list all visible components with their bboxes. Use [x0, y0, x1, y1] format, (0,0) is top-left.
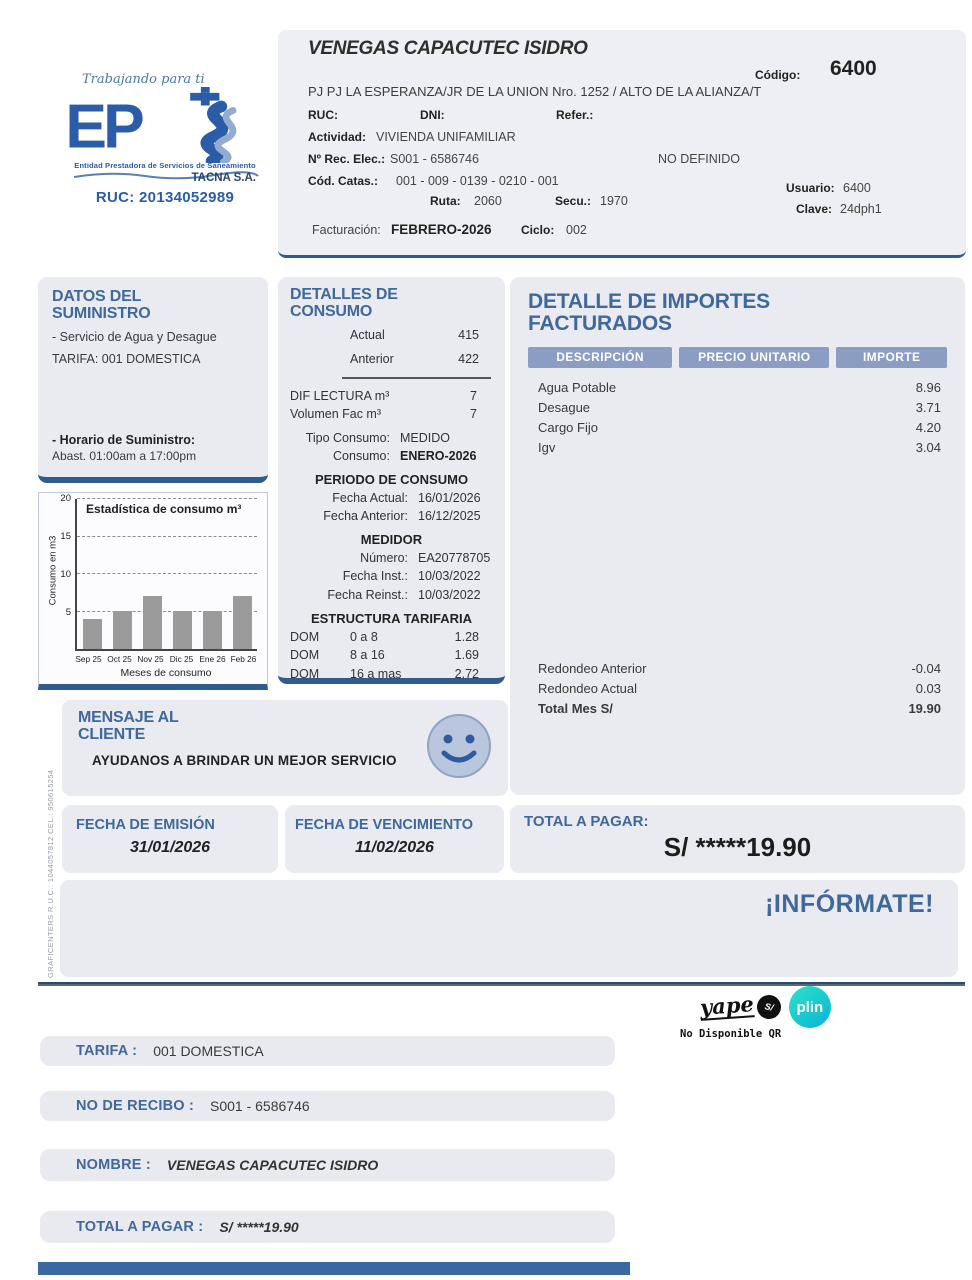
importe-row — [528, 418, 947, 438]
yape-logo — [699, 991, 781, 1020]
ruc-label: RUC: — [308, 108, 338, 122]
importes-title: DETALLE DE IMPORTES FACTURADOS — [528, 290, 770, 335]
mensaje-title: MENSAJE AL CLIENTE — [78, 709, 179, 743]
medidor-title: MEDIDOR — [360, 532, 423, 548]
detalles-consumo-section — [278, 277, 505, 684]
fecha-emision-value: 31/01/2026 — [129, 839, 211, 856]
chart-x-category: Oct 25 — [107, 654, 132, 664]
importe-amount: 3.04 — [915, 440, 941, 456]
dif-label: Volumen Fac m³ — [290, 406, 382, 421]
table-header-cell: PRECIO UNITARIO — [679, 347, 829, 368]
tipo-consumo-row — [290, 429, 493, 447]
catas-value: 001 - 009 - 0139 - 0210 - 001 — [396, 174, 559, 188]
stub-row — [40, 1211, 615, 1243]
periodo-row-value: 16/01/2026 — [418, 491, 481, 505]
tarifa-line: TARIFA: 001 DOMESTICA — [52, 352, 201, 367]
horario-value: Abast. 01:00am a 17:00pm — [52, 449, 197, 463]
lectura-row — [290, 326, 493, 344]
informate-text: ¡INFÓRMATE! — [765, 890, 934, 918]
tipo-consumo-label: Tipo Consumo: — [305, 430, 390, 445]
importe-summary-row — [528, 679, 947, 699]
tarifa-tipo: DOM — [290, 648, 320, 663]
tarifa-tipo: DOM — [290, 667, 320, 682]
informate-section — [60, 880, 958, 977]
reading-value: 415 — [458, 328, 479, 343]
chart-bar — [143, 596, 162, 649]
chart-bar — [113, 611, 132, 649]
rec-elec-label: Nº Rec. Elec.: — [308, 152, 386, 166]
rec-elec-value: S001 - 6586746 — [390, 152, 479, 166]
reading-divider — [342, 377, 491, 379]
importe-row — [528, 438, 947, 458]
periodo-rows — [290, 489, 493, 525]
tarifa-rango: 8 a 16 — [350, 648, 385, 663]
dif-label: DIF LECTURA m³ — [290, 388, 390, 403]
dif-rows — [290, 387, 493, 423]
chart-title: Estadística de consumo m³ — [86, 502, 242, 516]
medidor-row — [290, 586, 493, 604]
chart-bars — [77, 499, 257, 649]
ciclo-value: 002 — [566, 223, 587, 237]
importe-amount: 4.20 — [915, 419, 941, 435]
yape-badge-icon: S/ — [755, 993, 783, 1021]
chart-x-axis-label: Meses de consumo — [120, 667, 212, 679]
ruta-label: Ruta: — [430, 194, 461, 208]
importe-desc: Redondeo Anterior — [538, 660, 647, 676]
importe-amount: 8.96 — [915, 379, 941, 395]
importe-desc: Cargo Fijo — [538, 419, 598, 435]
dif-row — [290, 405, 493, 423]
printer-note: GRAFICENTERS R.U.C.: 1044057812 CEL.: 950615254 — [46, 769, 55, 978]
estructura-row — [290, 646, 493, 665]
table-header-cell: IMPORTE — [836, 347, 947, 368]
estructura-title: ESTRUCTURA TARIFARIA — [310, 610, 473, 626]
periodo-row-value: 16/12/2025 — [418, 509, 481, 524]
ruta-value: 2060 — [474, 194, 502, 208]
stub-value: S001 - 6586746 — [210, 1098, 310, 1114]
chart-x-category: Feb 26 — [230, 654, 257, 664]
periodo-title: PERIODO DE CONSUMO — [314, 472, 469, 487]
customer-name: VENEGAS CAPACUTEC ISIDRO — [308, 38, 588, 59]
dif-value: 7 — [470, 388, 477, 403]
importe-summary-row — [528, 699, 947, 719]
secu-label: Secu.: — [555, 194, 592, 208]
logo-subtitle: Entidad Prestadora de Servicios de Saneamiento — [74, 161, 256, 170]
lectura-rows — [290, 326, 493, 368]
estructura-row — [290, 628, 493, 647]
header-box — [278, 30, 966, 258]
tarifa-precio: 2.72 — [454, 667, 479, 682]
tarifa-precio: 1.69 — [454, 648, 479, 663]
facturacion-label: Facturación: — [312, 223, 381, 237]
usuario-label: Usuario: — [786, 181, 835, 195]
importe-desc: Desague — [538, 399, 591, 415]
periodo-row — [290, 507, 493, 525]
importe-desc: Redondeo Actual — [538, 680, 638, 696]
provider-logo — [60, 72, 270, 234]
stub-row — [40, 1091, 615, 1121]
chart-ytick-label: 5 — [65, 607, 71, 618]
estructura-rows — [290, 628, 493, 684]
refer-label: Refer.: — [556, 108, 594, 122]
eps-logo-icon — [64, 87, 252, 163]
dif-value: 7 — [470, 406, 477, 421]
datos-suministro-title: DATOS DEL SUMINISTRO — [52, 288, 151, 322]
detalles-consumo-title: DETALLES DE CONSUMO — [290, 286, 398, 320]
stub-row — [40, 1036, 615, 1066]
chart-bar — [233, 596, 252, 649]
medidor-row-label: Fecha Reinst.: — [327, 587, 408, 602]
stub-row — [40, 1149, 615, 1181]
chart-xcats — [73, 654, 259, 664]
chart-yticks — [51, 493, 71, 651]
importe-summary-row — [528, 659, 947, 679]
horario-label: - Horario de Suministro: — [52, 433, 196, 447]
chart-bar — [83, 619, 102, 649]
chart-x-category: Sep 25 — [75, 654, 102, 664]
chart-ytick-label: 20 — [60, 493, 71, 504]
importes-table-rows — [528, 378, 947, 459]
medidor-row — [290, 567, 493, 585]
logo-tagline: Trabajando para ti — [82, 72, 205, 87]
medidor-row-value: EA20778705 — [418, 551, 491, 566]
periodo-row-label: Fecha Anterior: — [323, 509, 408, 524]
importes-table-summary — [528, 659, 947, 719]
stub-value: S/ *****19.90 — [219, 1219, 299, 1235]
importes-table-headers — [528, 347, 947, 368]
dif-row — [290, 387, 493, 405]
importe-amount: 0.03 — [915, 680, 941, 696]
yape-wordmark: yape — [699, 991, 755, 1020]
codigo-label: Código: — [755, 68, 801, 82]
mensaje-body: AYUDANOS A BRINDAR UN MEJOR SERVICIO — [92, 753, 397, 769]
stub-value: VENEGAS CAPACUTEC ISIDRO — [166, 1157, 379, 1173]
consumo-row — [290, 447, 493, 465]
tarifa-rango: 16 a mas — [350, 667, 402, 682]
periodo-row — [290, 489, 493, 507]
fecha-vencimiento-value: 11/02/2026 — [355, 839, 434, 856]
plin-logo: plin — [789, 986, 831, 1028]
customer-address: PJ PJ LA ESPERANZA/JR DE LA UNION Nro. 1252 / ALTO DE LA ALIANZA/T — [308, 84, 762, 99]
total-pagar-value: S/ *****19.90 — [663, 832, 812, 862]
logo-company: TACNA S.A. — [191, 172, 256, 184]
consumo-label: Consumo: — [333, 448, 390, 463]
chart-y-axis-label: Consumo en m3 — [47, 535, 59, 606]
total-pagar-box — [510, 805, 965, 873]
stub-label: NO DE RECIBO : — [76, 1098, 194, 1114]
clave-label: Clave: — [796, 202, 833, 216]
stub-value: 001 DOMESTICA — [153, 1043, 264, 1059]
bottom-accent-bar — [38, 1262, 630, 1275]
chart-x-category: Ene 26 — [199, 654, 226, 664]
tipo-consumo-value: MEDIDO — [400, 430, 450, 445]
tarifa-rango: 0 a 8 — [350, 629, 378, 644]
fecha-vencimiento-label: FECHA DE VENCIMIENTO — [295, 817, 474, 833]
horario-block — [52, 433, 196, 463]
reading-label: Actual — [350, 328, 385, 343]
consumo-value: ENERO-2026 — [400, 448, 477, 463]
chart-bar — [173, 611, 192, 649]
dni-label: DNI: — [420, 108, 445, 122]
qr-unavailable-note: No Disponible QR — [680, 1028, 782, 1040]
medidor-row-label: Fecha Inst.: — [342, 569, 408, 584]
reading-value: 422 — [458, 352, 479, 367]
svg-text:EP: EP — [65, 92, 141, 162]
fecha-vencimiento-box — [285, 805, 504, 873]
chart-bar — [203, 611, 222, 649]
usuario-value: 6400 — [843, 181, 871, 195]
fecha-emision-box — [62, 805, 278, 873]
chart-ytick-label: 15 — [60, 531, 71, 542]
importe-desc: Agua Potable — [538, 379, 617, 395]
stub-label: NOMBRE : — [76, 1157, 151, 1173]
facturacion-value: FEBRERO-2026 — [391, 222, 492, 237]
chart-plot — [75, 499, 257, 651]
importe-amount: 3.71 — [915, 399, 941, 415]
importe-row — [528, 398, 947, 418]
importe-amount: 19.90 — [908, 700, 941, 716]
medidor-row-value: 10/03/2022 — [418, 587, 481, 602]
mensaje-cliente-section — [62, 700, 508, 796]
medidor-rows — [290, 549, 493, 603]
periodo-row-label: Fecha Actual: — [332, 491, 408, 505]
chart-x-category: Nov 25 — [137, 654, 164, 664]
stub-label: TOTAL A PAGAR : — [76, 1219, 204, 1235]
stub-label: TARIFA : — [76, 1043, 138, 1059]
medidor-row-value: 10/03/2022 — [418, 569, 481, 584]
chart-x-category: Dic 25 — [169, 654, 194, 664]
reading-label: Anterior — [350, 352, 394, 367]
importe-row — [528, 378, 947, 398]
tarifa-tipo: DOM — [290, 629, 320, 644]
no-definido-value: NO DEFINIDO — [658, 152, 740, 166]
importe-desc: Total Mes S/ — [538, 700, 613, 716]
codigo-value: 6400 — [830, 57, 877, 80]
service-line: - Servicio de Agua y Desague — [52, 330, 217, 345]
actividad-label: Actividad: — [308, 130, 367, 144]
importe-desc: Igv — [538, 440, 556, 456]
medidor-row-label: Número: — [360, 551, 408, 566]
estructura-row — [290, 665, 493, 684]
ciclo-label: Ciclo: — [521, 223, 555, 237]
total-pagar-label: TOTAL A PAGAR: — [524, 813, 649, 830]
smiley-face-icon — [426, 713, 492, 779]
chart-ytick-label: 10 — [60, 569, 71, 580]
catas-label: Cód. Catas.: — [308, 174, 379, 188]
consumption-chart — [38, 492, 268, 690]
tarifa-precio: 1.28 — [454, 629, 479, 644]
table-header-cell: DESCRIPCIÓN — [528, 347, 672, 368]
importes-section — [510, 277, 965, 795]
payment-methods — [700, 986, 831, 1028]
actividad-value: VIVIENDA UNIFAMILIAR — [376, 130, 516, 144]
provider-ruc: RUC: 20134052989 — [95, 189, 235, 206]
medidor-row — [290, 549, 493, 567]
datos-suministro-section — [38, 277, 268, 483]
secu-value: 1970 — [600, 194, 628, 208]
payment-stub — [40, 1036, 615, 1246]
lectura-row — [290, 350, 493, 368]
importe-amount: -0.04 — [911, 660, 941, 676]
clave-value: 24dph1 — [840, 202, 882, 216]
fecha-emision-label: FECHA DE EMISIÓN — [76, 817, 215, 833]
